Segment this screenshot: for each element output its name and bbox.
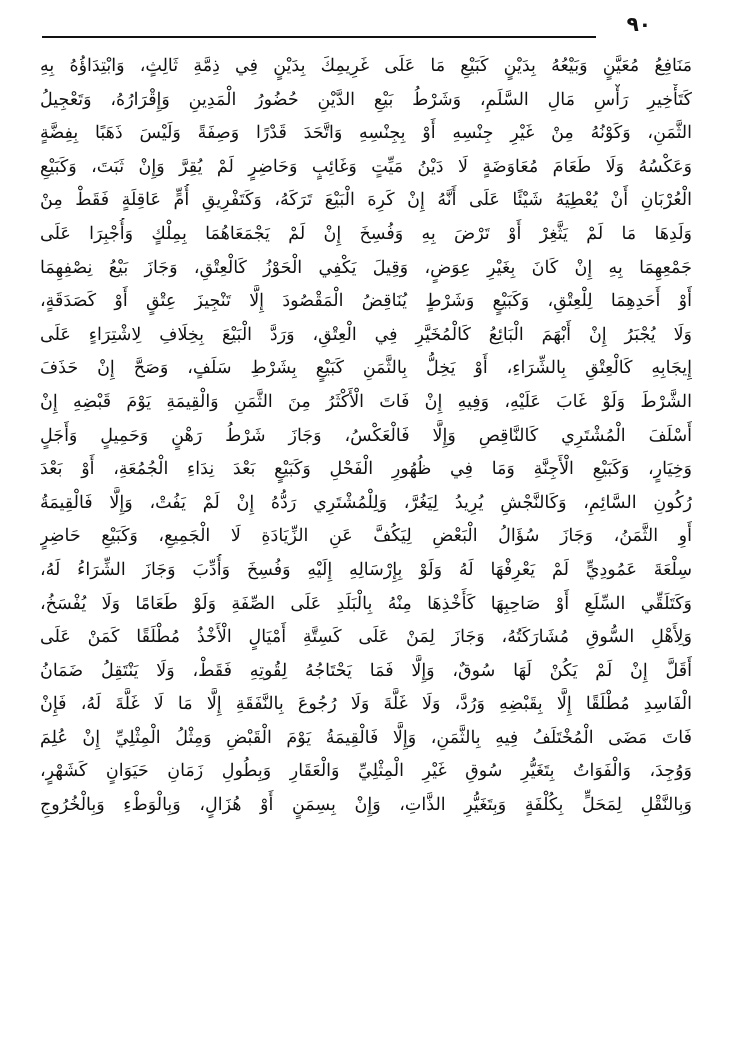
text-line: الْفَاسِدِ مُطْلَقًا إِلَّا بِقَبْضِهِ وَرُدَّ، وَلَا غَلَّةَ وَلَا رُجُوعَ بِالنَّفَقَةِ إِلَّا مَا لَا غَلَّةَ لَهُ، فَإِنْ xyxy=(40,694,692,715)
text-line: وَكَتَلَقِّي السِّلَعِ أَوْ صَاحِبِهَا كَأَخْذِهَا مِنْهُ بِالْبَلَدِ عَلَى الصِّفَةِ وَلَوْ طَعَامًا وَلَا يُفْسَخُ، xyxy=(40,593,692,614)
text-line: وَعَكْسُهُ وَلَا طَعَامَ مُعَاوَضَةٍ لَا دَيْنُ مَيِّتٍ وَغَائِبٍ وَحَاضِرٍ لَمْ يُقِرَّ وَإِنْ ثَبَتَ، وَكَبَيْعِ xyxy=(40,156,692,177)
text-line: وَلِأَهْلِ السُّوقِ مُشَارَكَتُهُ، وَجَازَ لِمَنْ عَلَى كَسِتَّةِ أَمْيَالٍ الْأَخْذُ مُطْلَقًا كَمَنْ عَلَى xyxy=(40,627,692,648)
text-line: الشَّرْطَ وَلَوْ غَابَ عَلَيْهِ، وَفِيهِ إِنْ فَاتَ الْأَكْثَرُ مِنَ الثَّمَنِ وَالْقِيمَةِ يَوْمَ قَبْضِهِ إِنْ xyxy=(40,391,692,412)
text-line: وَلَا يُجْبَرُ إِنْ أَبْهَمَ الْبَائِعُ كَالْمُخَيَّرِ فِي الْعِتْقِ، وَرَدَّ الْبَيْعَ بِخِلَافِ لِاشْتِرَاءٍ عَلَى xyxy=(40,324,692,345)
page-number: ٩٠ xyxy=(626,12,651,36)
text-line: وَخِيَارٍ، وَكَبَيْعِ الْأَجِنَّةِ وَمَا فِي ظُهُورِ الْفَحْلِ وَكَبَيْعٍ بَعْدَ نِدَاءِ الْجُمُعَةِ، أَوْ بَعْدَ xyxy=(40,459,692,480)
header-rule xyxy=(42,36,596,38)
text-line: سِلْعَةَ عَمُودِيٍّ لَمْ يَعْرِفْهَا لَهُ وَلَوْ بِإِرْسَالِهِ إِلَيْهِ وَفُسِخَ وَأُدِّبَ وَجَازَ الشِّرَاءُ لَهُ، xyxy=(40,559,692,580)
body-text xyxy=(40,50,692,823)
text-line: أَوْ أَحَدِهِمَا لِلْعِتْقِ، وَكَبَيْعٍ وَشَرْطٍ يُنَاقِضُ الْمَقْصُودَ إِلَّا تَنْجِيزَ عِتْقٍ أَوْ كَصَدَقَةٍ، xyxy=(40,291,692,312)
text-line: الْعُرْبَانِ أَنْ يُعْطِيَهُ شَيْئًا عَلَى أَنَّهُ إِنْ كَرِهَ الْبَيْعَ تَرَكَهُ، وَكَتَفْرِيقِ أُمٍّ عَاقِلَةٍ فَقَطْ مِنْ xyxy=(40,190,692,211)
text-line: كَتَأْخِيرِ رَأْسِ مَالِ السَّلَمِ، وَشَرْطُ بَيْعِ الدَّيْنِ حُضُورُ الْمَدِينِ وَإِقْرَارُهُ، وَتَعْجِيلُ xyxy=(40,89,692,110)
text-line: وَلَدِهَا مَا لَمْ يَثَّغِرْ أَوْ تَرْضَ بِهِ وَفُسِخَ إِنْ لَمْ يَجْمَعَاهُمَا بِمِلْكٍ وَأُجْبِرَا عَلَى xyxy=(40,223,692,244)
text-line: الثَّمَنِ، وَكَوْنُهُ مِنْ غَيْرِ جِنْسِهِ أَوْ بِجِنْسِهِ وَاتَّحَدَ قَدْرًا وَصِفَةً وَلَيْسَ ذَهَبًا بِفِضَّةٍ xyxy=(40,123,692,144)
text-line: أَوِ الثَّمَنُ، وَجَازَ سُؤَالُ الْبَعْضِ لِيَكُفَّ عَنِ الزِّيَادَةِ لَا الْجَمِيعِ، وَكَبَيْعِ حَاضِرٍ xyxy=(40,526,692,547)
text-line: فَاتَ مَضَى الْمُخْتَلَفُ فِيهِ بِالثَّمَنِ، وَإِلَّا فَالْقِيمَةُ يَوْمَ الْقَبْضِ وَمِثْلُ الْمِثْلِيِّ إِنْ عُلِمَ xyxy=(40,727,692,748)
text-line: جَمْعِهِمَا بِهِ إِنْ كَانَ بِغَيْرِ عِوَضٍ، وَقِيلَ يَكْفِي الْحَوْزُ كَالْعِتْقِ، وَجَازَ بَيْعُ نِصْفِهِمَا xyxy=(40,257,692,278)
text-line: رُكُونِ السَّائِمِ، وَكَالنَّجْشِ يُرِيدُ لِيَغُرَّ، وَلِلْمُشْتَرِي رَدُّهُ إِنْ لَمْ يَفُتْ، وَإِلَّا فَالْقِيمَةُ xyxy=(40,492,692,513)
text-line: مَنَافِعُ مُعَيَّنٍ وَبَيْعُهُ بِدَيْنٍ كَبَيْعِ مَا عَلَى غَرِيمِكَ بِدَيْنٍ فِي ذِمَّةِ ثَالِثٍ، وَابْتِدَاؤُهُ بِهِ xyxy=(40,56,692,76)
text-line: وَوُجِدَ، وَالْفَوَاتُ بِتَغَيُّرِ سُوقِ غَيْرِ الْمِثْلِيِّ وَالْعَقَارِ وَبِطُولِ زَمَانِ حَيَوَانٍ كَشَهْرٍ، xyxy=(40,761,692,782)
text-line: وَبِالنَّقْلِ لِمَحَلٍّ بِكُلْفَةٍ وَبِتَغَيُّرِ الذَّاتِ، وَإِنْ بِسِمَنٍ أَوْ هُزَالٍ، وَبِالْوَطْءِ وَبِالْخُرُوجِ xyxy=(40,795,692,816)
text-line: أَقَلَّ إِنْ لَمْ يَكُنْ لَهَا سُوقٌ، وَإِلَّا فَمَا يَحْتَاجُهُ لِقُوتِهِ فَقَطْ، وَلَا يَنْتَقِلُ ضَمَانُ xyxy=(40,660,692,681)
text-line: إِيجَابِهِ كَالْعِتْقِ بِالشِّرَاءِ، أَوْ يَخِلُّ بِالثَّمَنِ كَبَيْعٍ بِشَرْطِ سَلَفٍ، وَصَحَّ إِنْ حَذَفَ xyxy=(40,358,692,379)
text-line: أَسْلَفَ الْمُشْتَرِي كَالنَّاقِصِ وَإِلَّا فَالْعَكْسُ، وَجَازَ شَرْطُ رَهْنٍ وَحَمِيلٍ وَأَجَلٍ xyxy=(40,425,692,446)
